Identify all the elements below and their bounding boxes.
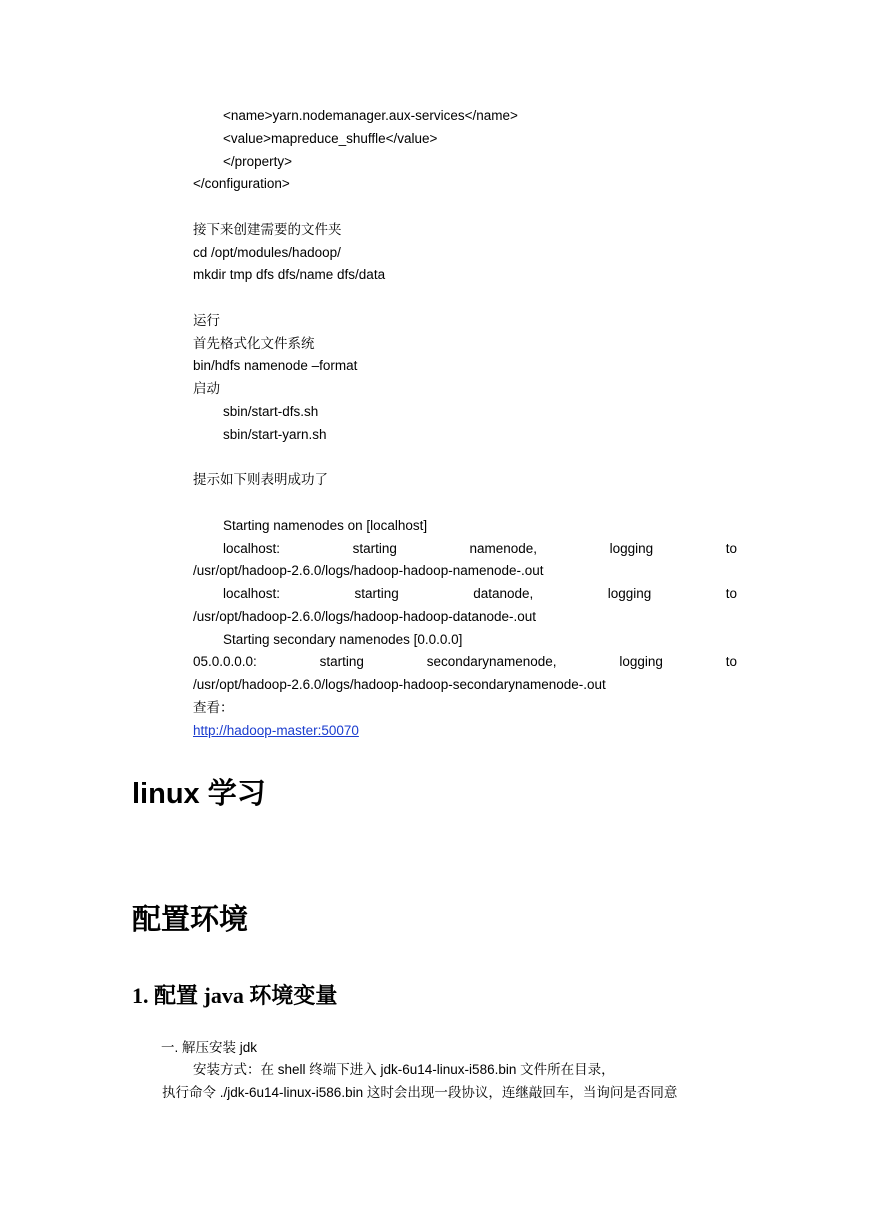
jdk-step: 一. 解压安装 jdk — [161, 1040, 258, 1055]
output-word: datanode, — [473, 586, 534, 601]
output-word: secondarynamenode, — [426, 654, 557, 669]
create-dirs-intro: 接下来创建需要的文件夹 — [193, 222, 342, 237]
mkdir-command: mkdir tmp dfs dfs/name dfs/data — [193, 267, 386, 282]
success-hint: 提示如下则表明成功了 — [193, 472, 328, 487]
output-word: logging — [619, 654, 663, 669]
output-line-1: Starting namenodes on [localhost] — [223, 518, 428, 533]
output-word: localhost: — [223, 541, 281, 556]
start-label: 启动 — [193, 381, 220, 396]
config-line-property-close: </property> — [223, 154, 293, 169]
output-line-3 — [223, 585, 737, 603]
output-line-2 — [223, 540, 737, 558]
output-word: logging — [607, 586, 652, 601]
start-dfs-command: sbin/start-dfs.sh — [223, 404, 319, 419]
output-path-secondarynamenode: /usr/opt/hadoop-2.6.0/logs/hadoop-hadoop-secondarynamenode-.out — [193, 677, 606, 692]
output-word: logging — [609, 541, 654, 556]
hadoop-master-link[interactable]: http://hadoop-master:50070 — [193, 723, 359, 738]
output-path-namenode: /usr/opt/hadoop-2.6.0/logs/hadoop-hadoop-namenode-.out — [193, 563, 544, 578]
output-line-5 — [193, 653, 737, 671]
start-yarn-command: sbin/start-yarn.sh — [223, 427, 327, 442]
format-command: bin/hdfs namenode –format — [193, 358, 358, 373]
format-label: 首先格式化文件系统 — [193, 336, 315, 351]
cd-command: cd /opt/modules/hadoop/ — [193, 245, 341, 260]
heading-java-env: 1. 配置 java 环境变量 — [132, 983, 338, 1008]
output-word: to — [725, 541, 737, 556]
heading-linux-study: linux 学习 — [132, 778, 266, 810]
jdk-exec-command: 执行命令 ./jdk-6u14-linux-i586.bin 这时会出现一段协议，连继敲回车，当询问是否同意 — [162, 1085, 678, 1100]
output-word: namenode, — [469, 541, 538, 556]
output-path-datanode: /usr/opt/hadoop-2.6.0/logs/hadoop-hadoop-datanode-.out — [193, 609, 537, 624]
output-word: localhost: — [223, 586, 281, 601]
run-title: 运行 — [193, 313, 220, 328]
output-word: starting — [319, 654, 364, 669]
config-line-configuration-close: </configuration> — [193, 176, 290, 191]
output-word: to — [725, 654, 737, 669]
output-word: to — [725, 586, 737, 601]
config-line-name: <name>yarn.nodemanager.aux-services</name> — [223, 108, 518, 123]
config-line-value: <value>mapreduce_shuffle</value> — [223, 131, 438, 146]
jdk-install-method: 安装方式：在 shell 终端下进入 jdk-6u14-linux-i586.bin 文件所在目录， — [193, 1062, 615, 1077]
view-label: 查看： — [193, 700, 234, 715]
output-line-4: Starting secondary namenodes [0.0.0.0] — [223, 632, 463, 647]
output-word: starting — [354, 586, 399, 601]
heading-configure-environment: 配置环境 — [132, 904, 249, 936]
output-word: starting — [352, 541, 397, 556]
output-word: 05.0.0.0.0: — [193, 654, 257, 669]
